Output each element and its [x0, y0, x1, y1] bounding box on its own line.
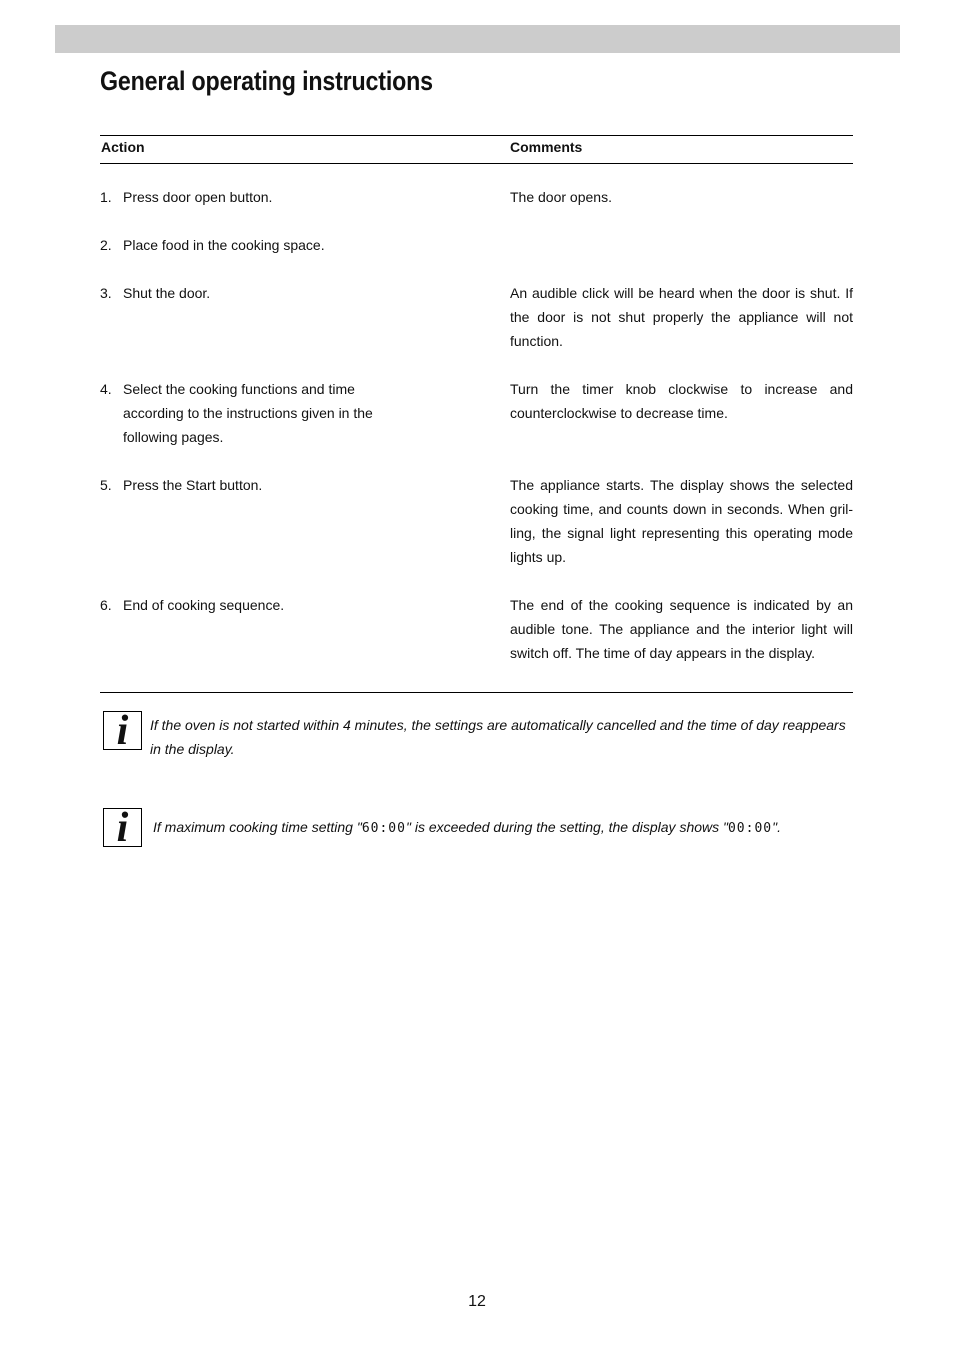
comment-text: An audible click will be heard when the door is shut. If the door is not shut properly the appliance will not function.	[510, 285, 853, 349]
step-number: 6.	[100, 597, 112, 613]
column-header-comments: Comments	[510, 139, 583, 155]
note-text-part: ".	[772, 819, 781, 835]
info-icon: i	[103, 808, 142, 847]
action-text: Place food in the cooking space.	[123, 237, 325, 253]
table-top-rule	[100, 135, 853, 136]
page-title: General operating instructions	[100, 66, 433, 96]
page-number: 12	[468, 1293, 486, 1310]
column-header-action: Action	[101, 139, 145, 155]
header-bar	[55, 25, 900, 53]
action-text: Select the cooking functions and time according to the instructions given in the following pages.	[123, 381, 373, 445]
action-text: End of cooking sequence.	[123, 597, 285, 613]
action-text: Press door open button.	[123, 189, 273, 205]
step-number: 5.	[100, 477, 112, 493]
comment-text: The end of the cooking sequence is indicated by an audible tone. The appliance and the interior light will switch off. The time of day appears in the display.	[510, 597, 853, 661]
note-text-part: If maximum cooking time setting "	[153, 819, 362, 835]
step-number: 3.	[100, 285, 112, 301]
lcd-display-value: 00:00	[727, 821, 773, 836]
action-text: Press the Start button.	[123, 477, 263, 493]
info-note-text	[153, 815, 853, 841]
lcd-display-value: 60:00	[361, 821, 406, 836]
step-number: 1.	[100, 189, 112, 205]
comment-text: The appliance starts. The display shows the selected cooking time, and counts down in seconds. When gril-ling, the signal light representing this operating mode lights up.	[510, 477, 853, 565]
info-icon: i	[103, 711, 142, 750]
table-bottom-rule	[100, 692, 853, 693]
table-header-rule	[100, 163, 853, 164]
step-number: 2.	[100, 237, 112, 253]
step-number: 4.	[100, 381, 112, 397]
info-note-text: If the oven is not started within 4 minutes, the settings are automatically cancelled and the time of day reappears in the display.	[150, 717, 846, 757]
comment-text: The door opens.	[510, 189, 612, 205]
comment-text: Turn the timer knob clockwise to increase and counterclockwise to decrease time.	[510, 381, 853, 421]
note-text-part: " is exceeded during the setting, the display shows "	[405, 819, 728, 835]
action-text: Shut the door.	[123, 285, 211, 301]
